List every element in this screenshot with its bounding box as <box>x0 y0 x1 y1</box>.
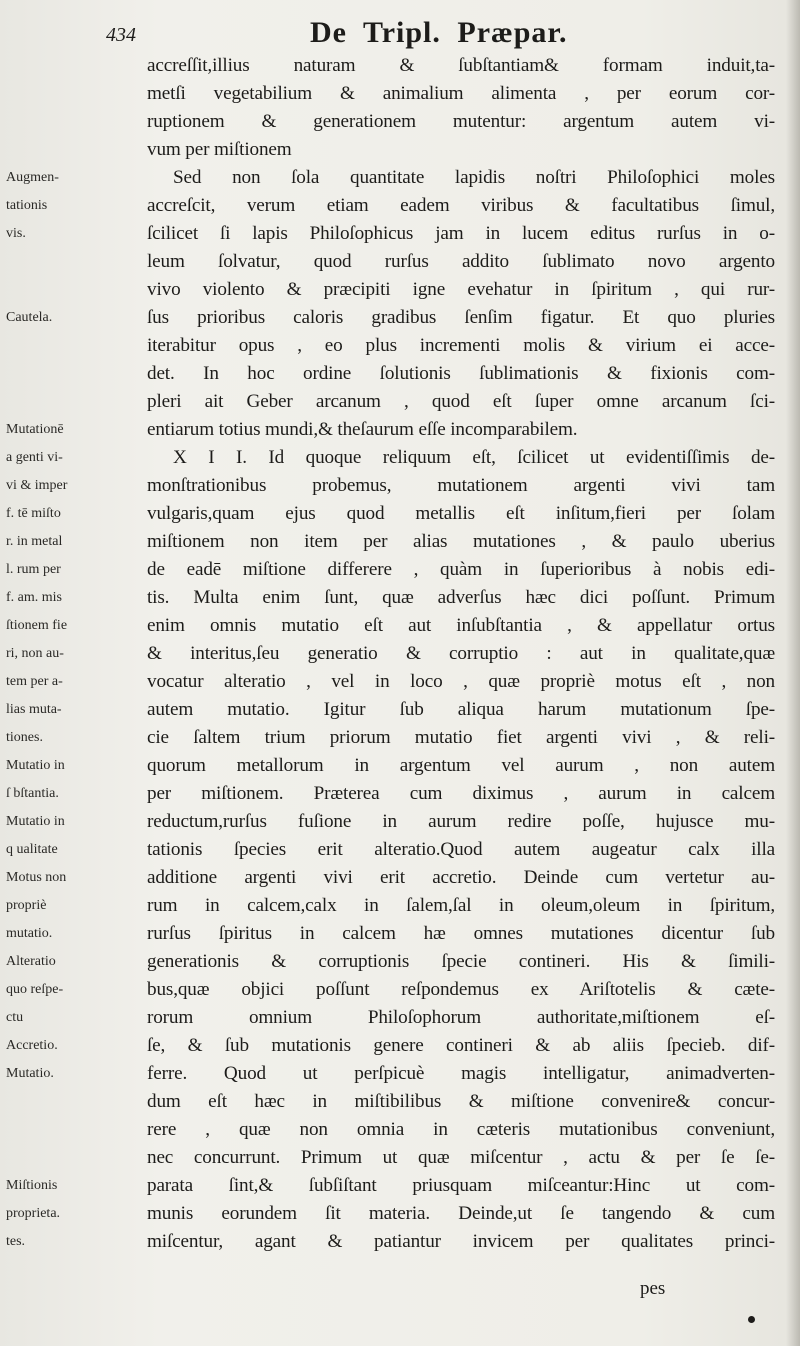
signature-mark <box>748 1316 755 1323</box>
text-line: vum per miſtionem <box>147 139 292 160</box>
text-line: ſus prioribus caloris gradibus ſenſim figatur. Et quo pluries <box>147 307 775 328</box>
margin-note: ſtionem fie <box>6 618 68 633</box>
text-line: dum eſt hæc in miſtibilibus & miſtione convenire& concur- <box>147 1091 775 1112</box>
margin-note: l. rum per <box>6 562 61 577</box>
page-header <box>100 10 780 52</box>
text-line: additione argenti vivi erit accretio. Deinde cum vertetur au- <box>147 867 775 888</box>
text-line: accreſcit, verum etiam eadem viribus & facultatibus ſimul, <box>147 195 775 216</box>
text-line: ſcilicet ſi lapis Philoſophicus jam in lucem editus rurſus in o- <box>147 223 775 244</box>
running-title: De Tripl. Præpar. <box>310 16 568 49</box>
margin-note: a genti vi- <box>6 450 63 465</box>
text-line: entiarum totius mundi,& theſaurum eſſe incomparabilem. <box>147 419 578 440</box>
text-line: rorum omnium Philoſophorum authoritate,miſtionem eſ- <box>147 1007 775 1028</box>
text-line: rum in calcem,calx in ſalem,ſal in oleum,oleum in ſpiritum, <box>147 895 775 916</box>
margin-note: Alteratio <box>6 954 56 969</box>
margin-note: Mutatio in <box>6 814 65 829</box>
margin-note: ri, non au- <box>6 646 64 661</box>
margin-note: q ualitate <box>6 842 58 857</box>
text-line: vulgaris,quam ejus quod metallis eſt inſitum,fieri per ſolam <box>147 503 775 524</box>
margin-note: proprieta. <box>6 1206 61 1221</box>
text-line: ſe, & ſub mutationis genere contineri & ab aliis ſpecieb. dif- <box>147 1035 775 1056</box>
text-line: rere , quæ non omnia in cæteris mutationibus conveniunt, <box>147 1119 775 1140</box>
page-edge-shadow <box>786 0 800 1346</box>
margin-note: ſ bſtantia. <box>6 786 59 801</box>
text-line: tis. Multa enim ſunt, quæ adverſus hæc dici poſſunt. Primum <box>147 587 775 608</box>
margin-note: tationis <box>6 198 48 213</box>
text-line: nec concurrunt. Primum ut quæ miſcentur , actu & per ſe ſe- <box>147 1147 775 1168</box>
text-line: miſtionem non item per alias mutationes , & paulo uberius <box>147 531 775 552</box>
margin-note: r. in metal <box>6 534 63 549</box>
margin-note: f. tē miſto <box>6 506 61 521</box>
page-number: 434 <box>106 24 136 46</box>
margin-note: Motus non <box>6 870 67 885</box>
margin-note: lias muta- <box>6 702 62 717</box>
text-line: per miſtionem. Præterea cum diximus , aurum in calcem <box>147 783 775 804</box>
margin-note: vis. <box>6 226 26 241</box>
text-line: Sed non ſola quantitate lapidis noſtri Philoſophici moles <box>173 167 775 188</box>
margin-note: Mutationē <box>6 422 64 437</box>
text-line: cie ſaltem trium priorum mutatio fiet argenti vivi , & reli- <box>147 727 775 748</box>
text-line: ruptionem & generationem mutentur: argentum autem vi- <box>147 111 775 132</box>
margin-note: tem per a- <box>6 674 63 689</box>
text-line: accreſſit,illius naturam & ſubſtantiam& formam induit,ta- <box>147 55 775 76</box>
text-line: rurſus ſpiritus in calcem hæ omnes mutationes dicentur ſub <box>147 923 775 944</box>
margin-note: Accretio. <box>6 1038 58 1053</box>
text-line: metſi vegetabilium & animalium alimenta , per eorum cor- <box>147 83 775 104</box>
text-line: monſtrationibus probemus, mutationem argenti vivi tam <box>147 475 775 496</box>
text-line: & interitus,ſeu generatio & corruptio : aut in qualitate,quæ <box>147 643 775 664</box>
text-line: bus,quæ objici poſſunt reſpondemus ex Ariſtotelis & cæte- <box>147 979 775 1000</box>
margin-note: Cautela. <box>6 310 53 325</box>
text-line: vivo violento & præcipiti igne evehatur in ſpiritum , qui rur- <box>147 279 775 300</box>
text-line: autem mutatio. Igitur ſub aliqua harum mutationum ſpe- <box>147 699 775 720</box>
margin-note: quo reſpe- <box>6 982 64 997</box>
margin-note: Augmen- <box>6 170 59 185</box>
text-line: generationis & corruptionis ſpecie contineri. His & ſimili- <box>147 951 775 972</box>
text-line: vocatur alteratio , vel in loco , quæ propriè motus eſt , non <box>147 671 775 692</box>
text-line: det. In hoc ordine ſolutionis ſublimationis & fixionis com- <box>147 363 775 384</box>
text-line: de eadē miſtione differere , quàm in ſuperioribus à nobis edi- <box>147 559 775 580</box>
margin-note: Mutatio. <box>6 1066 54 1081</box>
text-line: X I I. Id quoque reliquum eſt, ſcilicet ut evidentiſſimis de- <box>173 447 775 468</box>
text-line: leum ſolvatur, quod rurſus addito ſublimato novo argento <box>147 251 775 272</box>
margin-note: tes. <box>6 1234 26 1249</box>
text-line: reductum,rurſus fuſione in aurum redire poſſe, hujusce mu- <box>147 811 775 832</box>
text-line: iterabitur opus , eo plus incrementi molis & virium ei acce- <box>147 335 775 356</box>
margin-note: tiones. <box>6 730 43 745</box>
margin-note: vi & imper <box>6 478 68 493</box>
text-line: tationis ſpecies erit alteratio.Quod autem augeatur calx illa <box>147 839 775 860</box>
margin-note: f. am. mis <box>6 590 62 605</box>
text-line: ferre. Quod ut perſpicuè magis intelligatur, animadverten- <box>147 1063 775 1084</box>
margin-note: Miſtionis <box>6 1178 58 1193</box>
margin-note: ctu <box>6 1010 24 1025</box>
margin-note: mutatio. <box>6 926 53 941</box>
margin-note: propriè <box>6 898 47 913</box>
text-line: pleri ait Geber arcanum , quod eſt ſuper omne arcanum ſci- <box>147 391 775 412</box>
catchword: pes <box>640 1278 666 1299</box>
text-line: miſcentur, agant & patiantur invicem per qualitates princi- <box>147 1231 775 1252</box>
text-line: parata ſint,& ſubſiſtant priusquam miſceantur:Hinc ut com- <box>147 1175 775 1196</box>
text-line: munis eorundem ſit materia. Deinde,ut ſe tangendo & cum <box>147 1203 775 1224</box>
text-line: quorum metallorum in argentum vel aurum , non autem <box>147 755 775 776</box>
text-line: enim omnis mutatio eſt aut inſubſtantia , & appellatur ortus <box>147 615 775 636</box>
margin-note: Mutatio in <box>6 758 65 773</box>
